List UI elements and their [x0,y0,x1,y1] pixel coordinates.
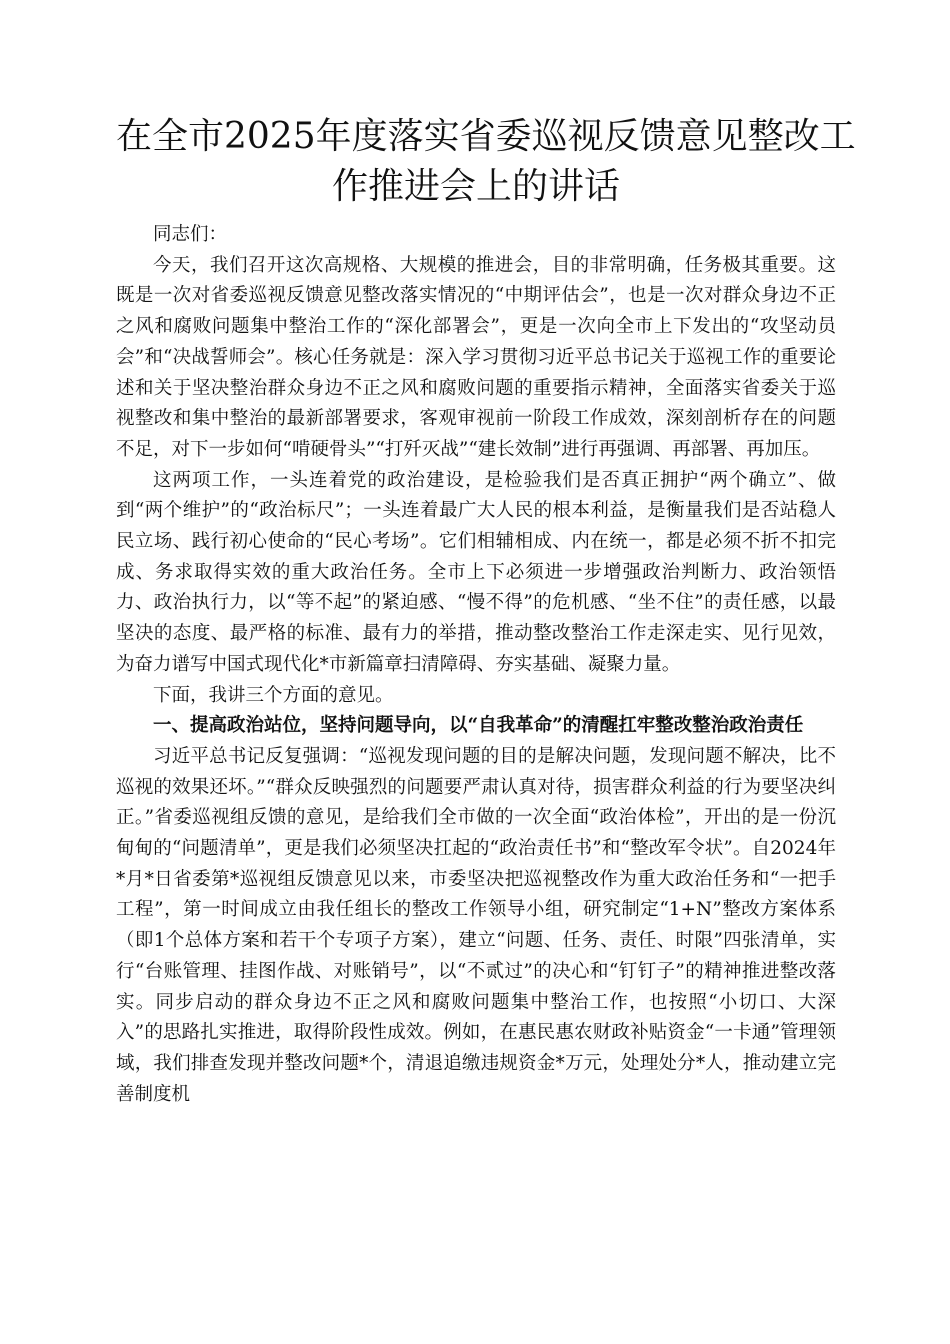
document-page [116,112,856,1110]
paragraph-outline: 下面，我讲三个方面的意见。 [153,684,394,706]
title-line-1: 在全市2025年度落实省委巡视反馈意见整改工 [116,116,856,157]
title-line-2: 作推进会上的讲话 [331,166,620,207]
section-heading-1: 一、提高政治站位，坚持问题导向，以“自我革命”的清醒扛牢整改整治政治责任 [153,715,804,737]
paragraph-section-1: 习近平总书记反复强调：“巡视发现问题的目的是解决问题，发现问题不解决，比不巡视的效果还坏。”“群众反映强烈的问题要严肃认真对待，损害群众利益的行为要坚决纠正。”省委巡视组反馈的意见，是给我们全市做的一次全面“政治体检”，开出的是一份沉甸甸的“问题清单”，更是我们必须坚决扛起的“政治责任书”和“整改军令状”。自2024年*月*日省委第*巡视组反馈意见以来，市委坚决把巡视整改作为重大政治任务和“一把手工程”，第一时间成立由我任组长的整改工作领导小组，研究制定“1+N”整改方案体系（即1个总体方案和若干个专项子方案），建立“问题、任务、责任、时限”四张清单，实行“台账管理、挂图作战、对账销号”，以“不贰过”的决心和“钉钉子”的精神推进整改落实。同步启动的群众身边不正之风和腐败问题集中整治工作，也按照“小切口、大深入”的思路扎实推进，取得阶段性成效。例如，在惠民惠农财政补贴资金“一卡通”管理领域，我们排查发现并整改问题*个，清退追缴违规资金*万元，处理处分*人，推动建立完善制度机 [116,745,836,1105]
greeting: 同志们： [153,224,228,245]
paragraph-significance: 这两项工作，一头连着党的政治建设，是检验我们是否真正拥护“两个确立”、做到“两个维护”的“政治标尺”；一头连着最广大人民的根本利益，是衡量我们是否站稳人民立场、践行初心使命的“民心考场”。它们相辅相成、内在统一，都是必须不折不扣完成、务求取得实效的重大政治任务。全市上下必须进一步增强政治判断力、政治领悟力、政治执行力，以“等不起”的紧迫感、“慢不得”的危机感、“坐不住”的责任感，以最坚决的态度、最严格的标准、最有力的举措，推动整改整治工作走深走实、见行见效，为奋力谱写中国式现代化*市新篇章扫清障碍、夯实基础、凝聚力量。 [116,469,836,675]
document-body [116,220,836,1110]
paragraph-intro: 今天，我们召开这次高规格、大规模的推进会，目的非常明确，任务极其重要。这既是一次对省委巡视反馈意见整改落实情况的“中期评估会”，也是一次对群众身边不正之风和腐败问题集中整治工作的“深化部署会”，更是一次向全市上下发出的“攻坚动员会”和“决战誓师会”。核心任务就是：深入学习贯彻习近平总书记关于巡视工作的重要论述和关于坚决整治群众身边不正之风和腐败问题的重要指示精神，全面落实省委关于巡视整改和集中整治的最新部署要求，客观审视前一阶段工作成效，深刻剖析存在的问题不足，对下一步如何“啃硬骨头”“打歼灭战”“建长效制”进行再强调、再部署、再加压。 [116,254,836,460]
document-title [116,112,856,212]
